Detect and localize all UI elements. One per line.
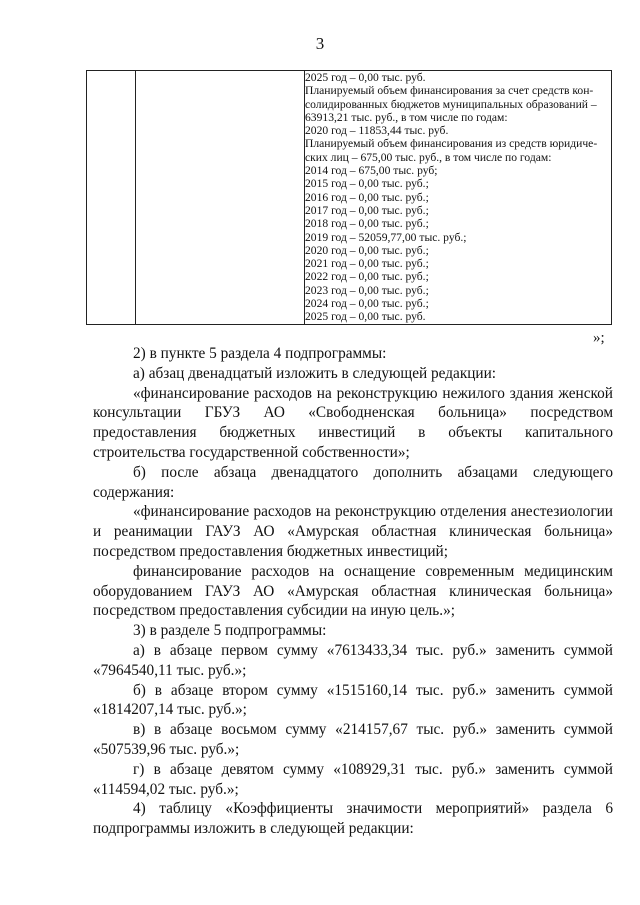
- table-line: ских лиц – 675,00 тыс. руб., в том числе по годам:: [305, 150, 552, 164]
- table-line: 2024 год – 0,00 тыс. руб.;: [305, 297, 429, 311]
- paragraph: 4) таблицу «Коэффициенты значимости мероприятий» раздела 6 подпрограммы изложить в следующей редакции:: [93, 800, 613, 838]
- paragraph: «финансирование расходов на реконструкцию нежилого здания женской консультации ГБУЗ АО «Свободненская больница» посредством предоставления бюджетных инвестиций в объекты капитального строительства государственной собственности»;: [93, 384, 613, 461]
- table-line: Планируемый объем финансирования из средств юридиче-: [305, 137, 598, 151]
- paragraph: 2) в пункте 5 раздела 4 подпрограммы:: [133, 345, 387, 362]
- table-row: [87, 71, 612, 325]
- table-cell-financing: [305, 71, 612, 325]
- closing-quote: »;: [593, 330, 605, 346]
- table-line: 2019 год – 52059,77,00 тыс. руб.;: [305, 230, 467, 244]
- table-line: Планируемый объем финансирования за счет средств кон-: [305, 84, 594, 98]
- document-body: [93, 344, 613, 839]
- table-line: 2014 год – 675,00 тыс. руб;: [305, 164, 438, 178]
- paragraph: 3) в разделе 5 подпрограммы:: [133, 622, 327, 640]
- paragraph: б) после абзаца двенадцатого дополнить абзацами следующего содержания:: [93, 463, 613, 501]
- table-line: 2020 год – 0,00 тыс. руб.;: [305, 243, 429, 257]
- paragraph: финансирование расходов на оснащение современным медицинским оборудованием ГАУЗ АО «Амурская областная клиническая больница» посредством предоставления субсидии на иную цель.»;: [93, 562, 613, 620]
- paragraph: а) абзац двенадцатый изложить в следующей редакции:: [133, 364, 497, 382]
- table-line: 2021 год – 0,00 тыс. руб.;: [305, 257, 429, 271]
- page-number: 3: [315, 34, 325, 53]
- table-line: 2025 год – 0,00 тыс. руб.: [305, 310, 426, 324]
- table-line: солидированных бюджетов муниципальных образований –: [305, 97, 597, 111]
- paragraph: а) в абзаце первом сумму «7613433,34 тыс. руб.» заменить суммой «7964540,11 тыс. руб.»;: [93, 641, 613, 679]
- table-line: 2023 год – 0,00 тыс. руб.;: [305, 283, 429, 297]
- table-line: 2018 год – 0,00 тыс. руб.;: [305, 217, 429, 231]
- paragraph: в) в абзаце восьмом сумму «214157,67 тыс. руб.» заменить суммой «507539,96 тыс. руб.»;: [93, 721, 613, 758]
- table-line: 2025 год – 0,00 тыс. руб.: [305, 71, 426, 84]
- table-line: 2015 год – 0,00 тыс. руб.;: [305, 177, 429, 191]
- financing-table: [86, 70, 612, 325]
- table-line: 2017 год – 0,00 тыс. руб.;: [305, 203, 429, 217]
- paragraph: «финансирование расходов на реконструкцию отделения анестезиологии и реанимации ГАУЗ АО «Амурская областная клиническая больница» посредством предоставления бюджетных инвестиций;: [93, 503, 613, 560]
- table-line: 63913,21 тыс. руб., в том числе по годам:: [305, 110, 508, 124]
- table-line: 2020 год – 11853,44 тыс. руб.: [305, 124, 449, 138]
- table-cell-name: [136, 71, 305, 325]
- table-line: 2016 год – 0,00 тыс. руб.;: [305, 190, 429, 204]
- paragraph: б) в абзаце втором сумму «1515160,14 тыс. руб.» заменить суммой «1814207,14 тыс. руб.»;: [93, 681, 613, 719]
- table-line: 2022 год – 0,00 тыс. руб.;: [305, 270, 429, 284]
- table-cell-number: [87, 71, 136, 325]
- paragraph: г) в абзаце девятом сумму «108929,31 тыс. руб.» заменить суммой «114594,02 тыс. руб.»;: [93, 760, 613, 798]
